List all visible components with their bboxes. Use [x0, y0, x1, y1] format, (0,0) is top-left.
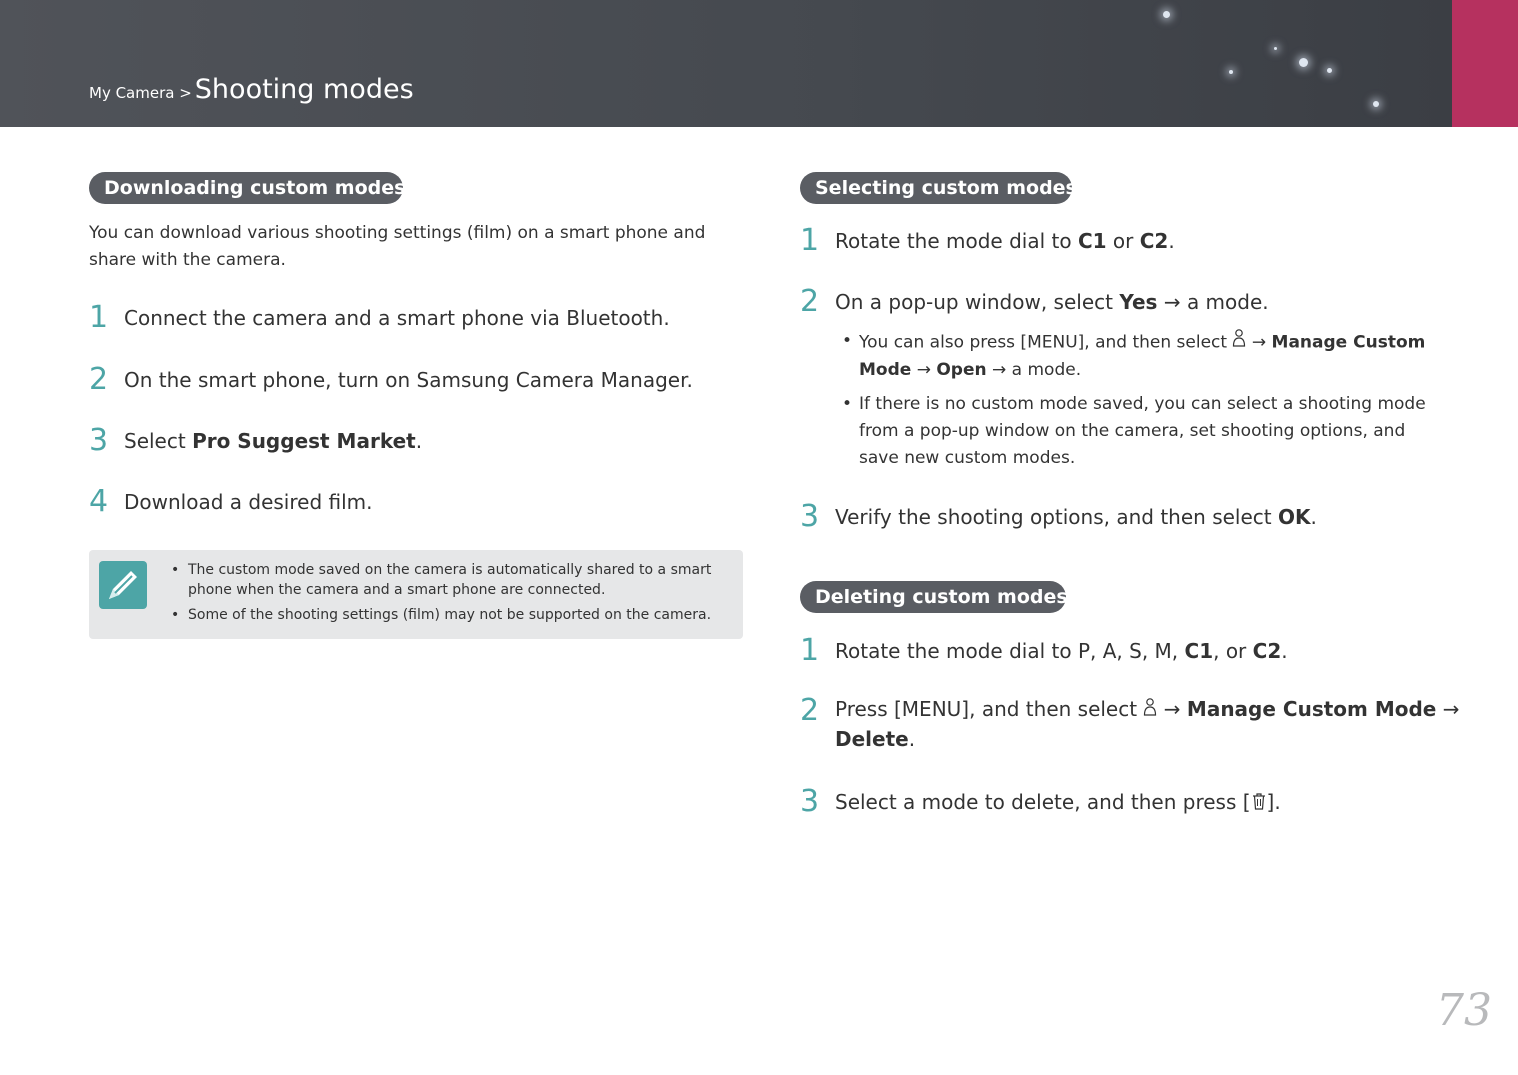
note-line: The custom mode saved on the camera is automatically shared to a smart [188, 562, 712, 578]
sparkle-decoration [1373, 101, 1379, 107]
menu-path-label: Mode [859, 360, 912, 380]
step-text-pre: Select a mode to delete, and then press [ [835, 790, 1251, 814]
step-bold-label: Yes [1119, 290, 1158, 314]
step-text-pre: Verify the shooting options, and then select [835, 505, 1278, 529]
arrow-text: → [911, 360, 937, 380]
bullet-text: → a mode. [986, 360, 1082, 380]
bullet-text: ], and then select [1077, 332, 1233, 353]
page-title: Shooting modes [194, 74, 414, 105]
note-line: Some of the shooting settings (film) may not be supported on the camera. [188, 607, 712, 623]
menu-path-label: Manage Custom Mode [1186, 697, 1437, 721]
step-text-mid: or [1106, 229, 1140, 253]
step-text [835, 790, 1281, 816]
bullet-text: You can also press [ [859, 332, 1028, 353]
bullet-line [859, 357, 1459, 384]
step-number: 4 [89, 484, 109, 519]
step-text-post: . [1310, 505, 1317, 529]
menu-path-label: Open [936, 360, 987, 380]
step-text [835, 290, 1269, 314]
intro-paragraph [89, 220, 739, 274]
step-text [835, 229, 1175, 253]
intro-line: share with the camera. [89, 250, 286, 270]
step-number: 1 [800, 633, 820, 668]
menu-path-label: Manage Custom [1271, 332, 1426, 353]
header-accent-bar [1452, 0, 1518, 127]
page-header [0, 0, 1518, 127]
step-number: 3 [800, 784, 820, 819]
arrow-text: → [1436, 697, 1460, 721]
person-icon [1143, 696, 1157, 725]
step-number: 2 [800, 693, 820, 728]
step-bold-label: Pro Suggest Market [192, 429, 416, 453]
mode-c2-icon: C2 [1252, 639, 1282, 663]
menu-path-label: Delete [835, 727, 909, 751]
arrow-text: → [1246, 332, 1272, 353]
step-text-post: . [415, 429, 423, 453]
menu-button-label: MENU [901, 697, 962, 721]
step-number: 1 [89, 300, 109, 335]
step-text: Download a desired film. [124, 490, 373, 514]
breadcrumb-parent[interactable]: My Camera > [89, 84, 192, 102]
bullet-line: from a pop-up window on the camera, set shooting options, and [859, 421, 1406, 441]
arrow-text: → [1157, 697, 1187, 721]
step-text [835, 639, 1288, 663]
step-text-pre: Select [124, 429, 193, 453]
step-number: 3 [800, 499, 820, 534]
sparkle-decoration [1327, 68, 1332, 73]
mode-c2-icon: C2 [1139, 229, 1169, 253]
step-text-pre: On a pop-up window, select [835, 290, 1120, 314]
mode-list: P, A, S, M, [1077, 639, 1185, 663]
step-text [124, 429, 422, 453]
step-text-post: . [908, 727, 916, 751]
step-number: 1 [800, 223, 820, 258]
step-text-post: . [1281, 639, 1288, 663]
sparkle-decoration [1163, 11, 1170, 18]
step-text: On the smart phone, turn on Samsung Camera Manager. [124, 368, 693, 392]
step-number: 2 [89, 362, 109, 397]
mode-c1-icon: C1 [1077, 229, 1107, 253]
person-icon [1232, 328, 1246, 357]
bullet-line: If there is no custom mode saved, you can select a shooting mode [859, 394, 1426, 414]
bullet-line [859, 328, 1459, 357]
note-box: • The custom mode saved on the camera is automatically shared to a smart phone when the camera and a smart phone are connected. • Some of the shooting settings (film) may not be supported on the camera. [89, 550, 743, 639]
step-text-pre: Rotate the mode dial to [835, 639, 1078, 663]
pencil-note-icon [99, 561, 147, 609]
sparkle-decoration [1274, 47, 1277, 50]
bullet-line: save new custom modes. [859, 448, 1076, 468]
step-bold-label: OK [1277, 505, 1311, 529]
intro-line: You can download various shooting settings (film) on a smart phone and [89, 223, 706, 243]
step-text-post: ]. [1266, 790, 1281, 814]
section-title-downloading: Downloading custom modes [89, 172, 403, 204]
step-text-mid: ], and then select [961, 697, 1144, 721]
mode-c1-icon: C1 [1184, 639, 1214, 663]
step-text-post: → a mode. [1157, 290, 1269, 314]
note-line: phone when the camera and a smart phone are connected. [188, 582, 606, 598]
step-text [835, 695, 1459, 754]
step-number: 3 [89, 423, 109, 458]
step-text-pre: Rotate the mode dial to [835, 229, 1078, 253]
sparkle-decoration [1229, 70, 1233, 74]
breadcrumb [89, 74, 414, 105]
sparkle-decoration [1299, 58, 1308, 67]
step-text-pre: Press [ [835, 697, 902, 721]
section-title-selecting: Selecting custom modes [800, 172, 1072, 204]
trash-icon [1251, 791, 1267, 816]
section-title-deleting: Deleting custom modes [800, 581, 1066, 613]
step-text-mid: , or [1213, 639, 1253, 663]
step-text-post: . [1168, 229, 1175, 253]
page-number: 73 [1436, 985, 1492, 1036]
menu-button-label: MENU [1027, 332, 1078, 353]
step-text [835, 505, 1317, 529]
step-text: Connect the camera and a smart phone via Bluetooth. [124, 306, 670, 330]
step-number: 2 [800, 284, 820, 319]
